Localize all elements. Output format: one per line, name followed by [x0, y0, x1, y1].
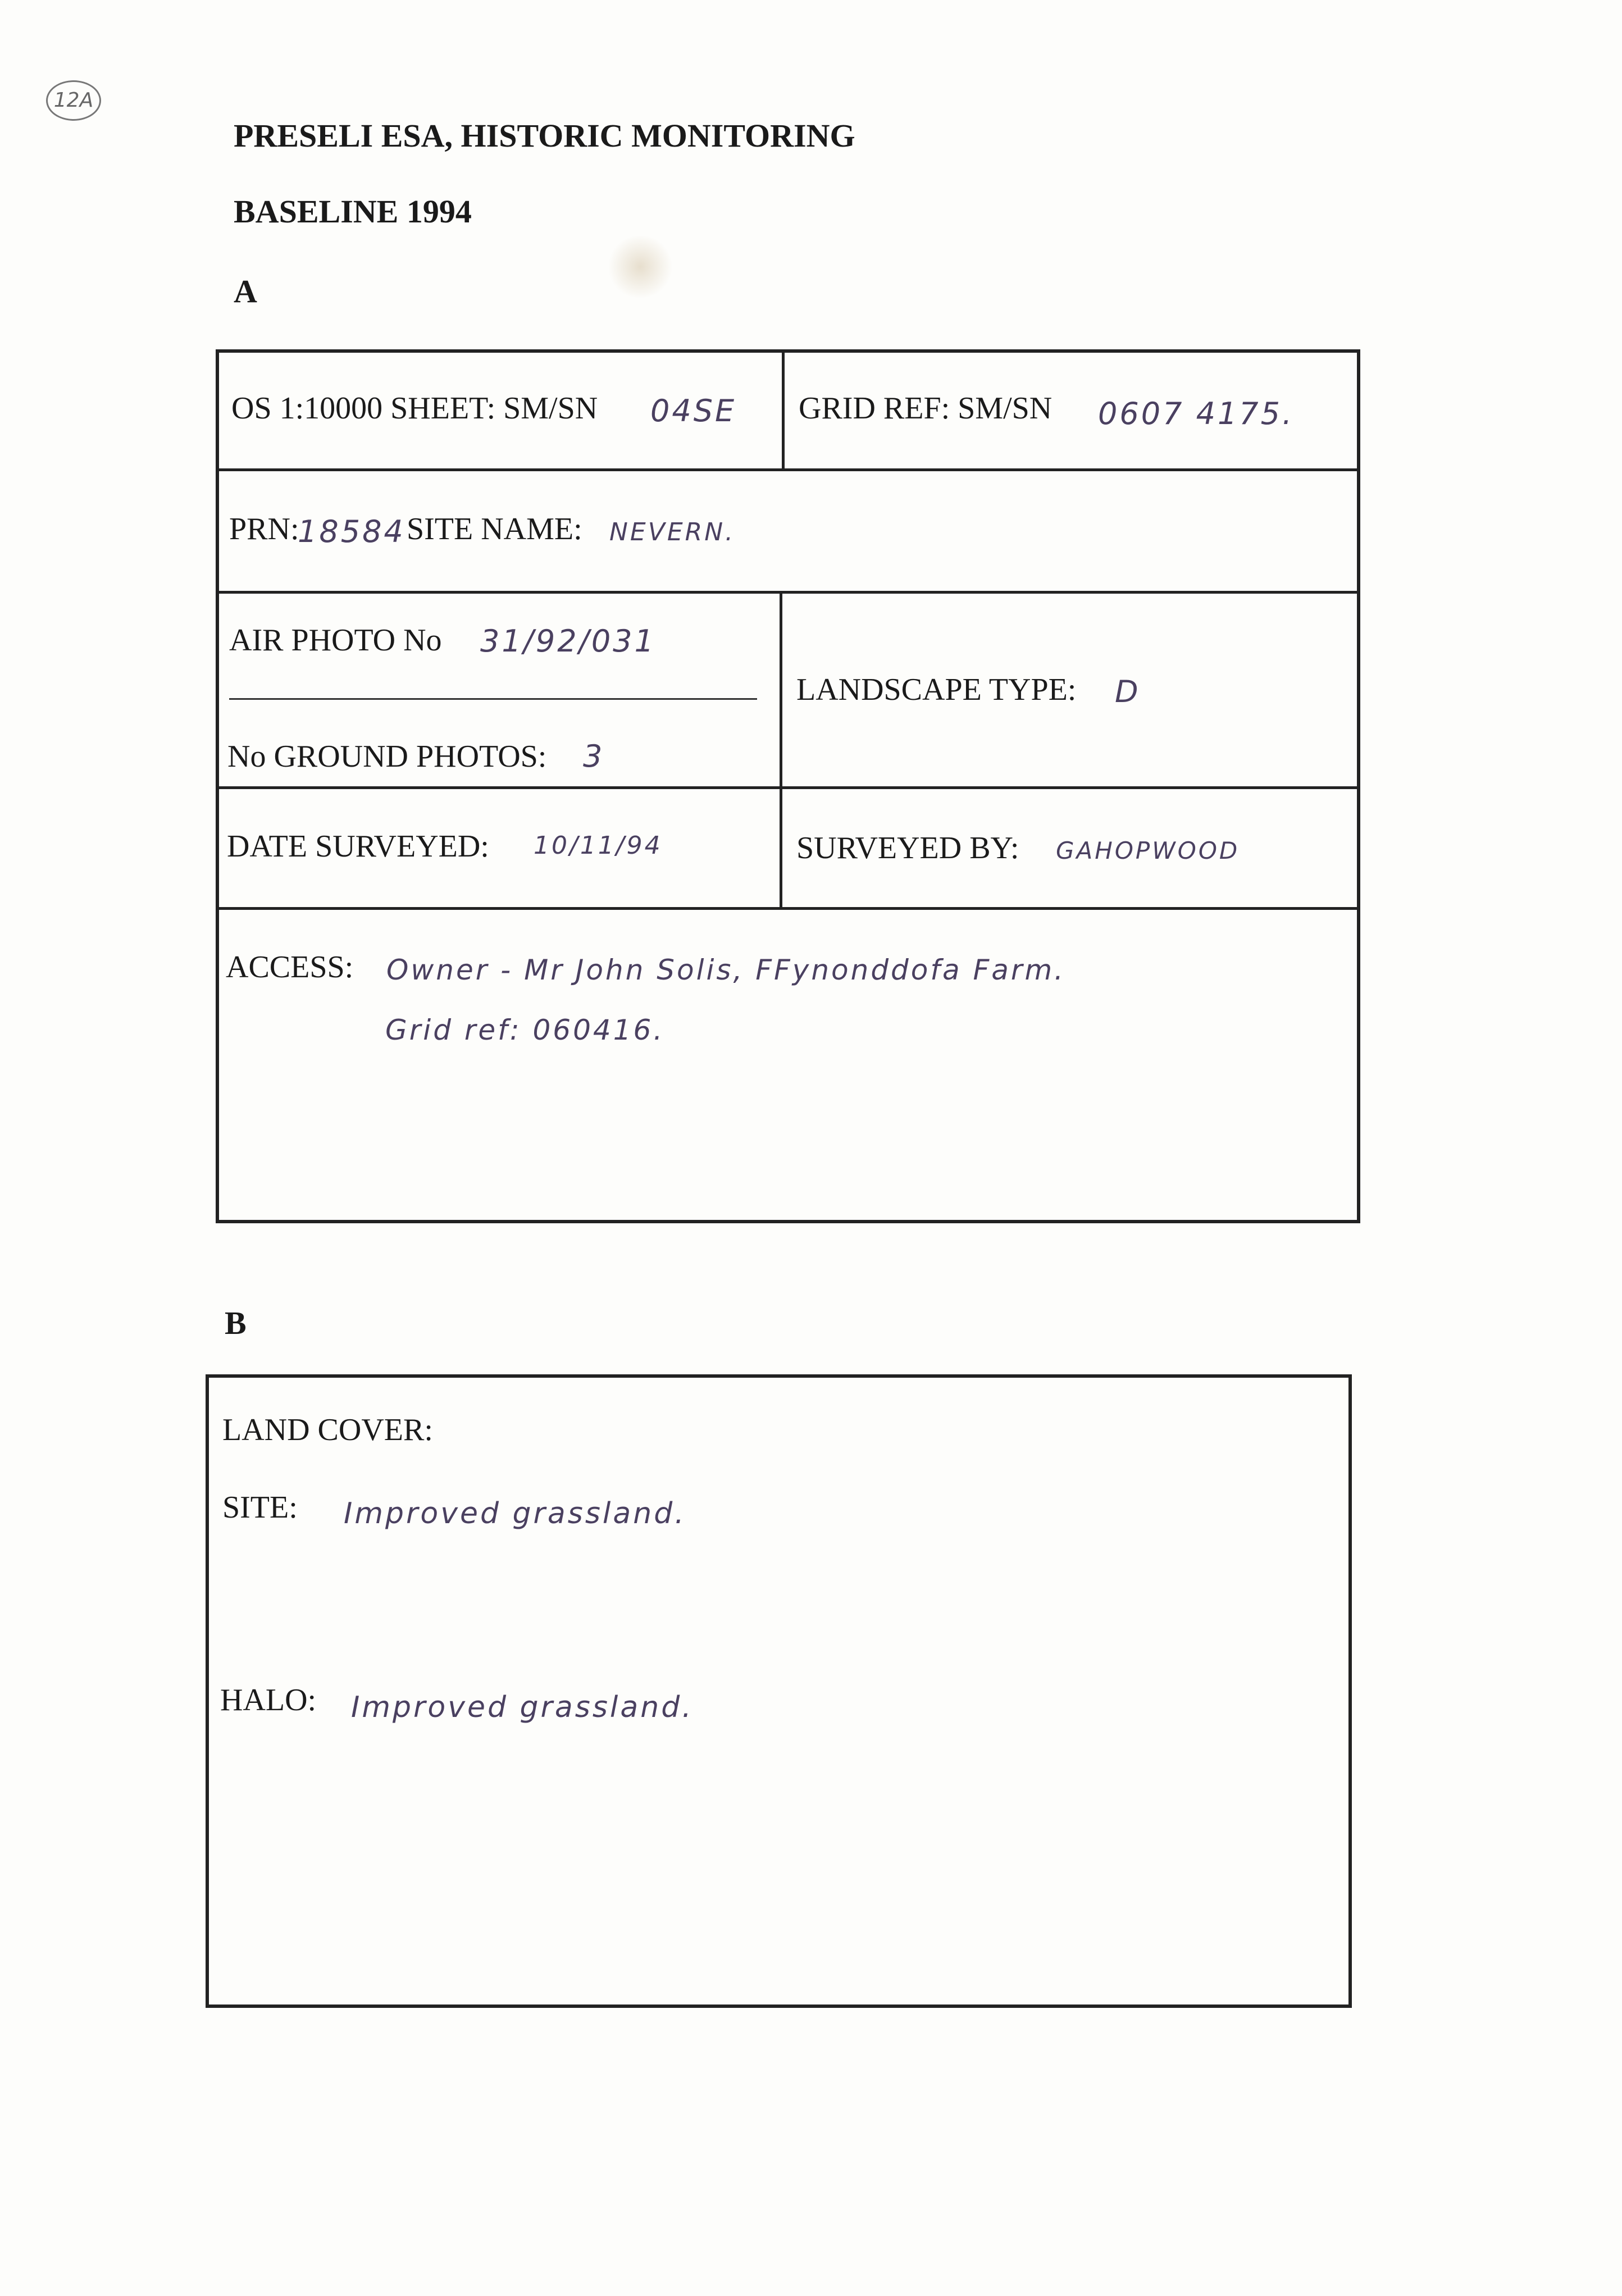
access-label: ACCESS: — [226, 950, 354, 985]
ground-photos-label: No GROUND PHOTOS: — [227, 739, 547, 774]
form-title: PRESELI ESA, HISTORIC MONITORING — [234, 117, 855, 154]
section-b-label: B — [225, 1305, 247, 1341]
form-subtitle: BASELINE 1994 — [234, 193, 472, 230]
air-photo-label: AIR PHOTO No — [229, 623, 442, 658]
prn-value: 18584 — [298, 514, 406, 549]
grid-ref-value: 0607 4175. — [1098, 396, 1295, 431]
air-photo-value: 31/92/031 — [480, 623, 656, 659]
col-divider — [780, 591, 782, 909]
date-surveyed-value: 10/11/94 — [534, 831, 663, 860]
site-label: SITE: — [222, 1490, 298, 1525]
surveyed-by-label: SURVEYED BY: — [796, 831, 1019, 865]
surveyed-by-value: GAHOPWOOD — [1056, 837, 1240, 864]
land-cover-label: LAND COVER: — [222, 1413, 433, 1447]
halo-value: Improved grassland. — [351, 1691, 694, 1724]
row-divider — [216, 591, 1360, 594]
access-line-1: Owner - Mr John Solis, FFynonddofa Farm. — [386, 954, 1066, 986]
section-a-label: A — [234, 273, 257, 309]
paper-stain — [607, 236, 674, 298]
site-name-label: SITE NAME: — [407, 512, 582, 546]
row-divider — [216, 468, 1360, 471]
os-sheet-label: OS 1:10000 SHEET: SM/SN — [231, 391, 598, 426]
os-sheet-value: 04SE — [650, 393, 737, 429]
ground-photos-value: 3 — [583, 739, 605, 774]
date-surveyed-label: DATE SURVEYED: — [227, 829, 489, 864]
grid-ref-label: GRID REF: SM/SN — [799, 391, 1053, 426]
col-divider — [782, 349, 785, 470]
halo-label: HALO: — [220, 1683, 317, 1718]
landscape-type-value: D — [1115, 674, 1141, 709]
air-photo-underline — [229, 698, 757, 700]
site-name-value: NEVERN. — [609, 518, 736, 546]
row-divider — [216, 907, 1360, 910]
page-number-stamp: 12A — [46, 80, 101, 121]
landscape-type-label: LANDSCAPE TYPE: — [796, 672, 1077, 707]
prn-label: PRN: — [229, 512, 299, 546]
row-divider — [216, 786, 1360, 789]
site-value: Improved grassland. — [344, 1497, 686, 1530]
access-line-2: Grid ref: 060416. — [385, 1014, 665, 1046]
